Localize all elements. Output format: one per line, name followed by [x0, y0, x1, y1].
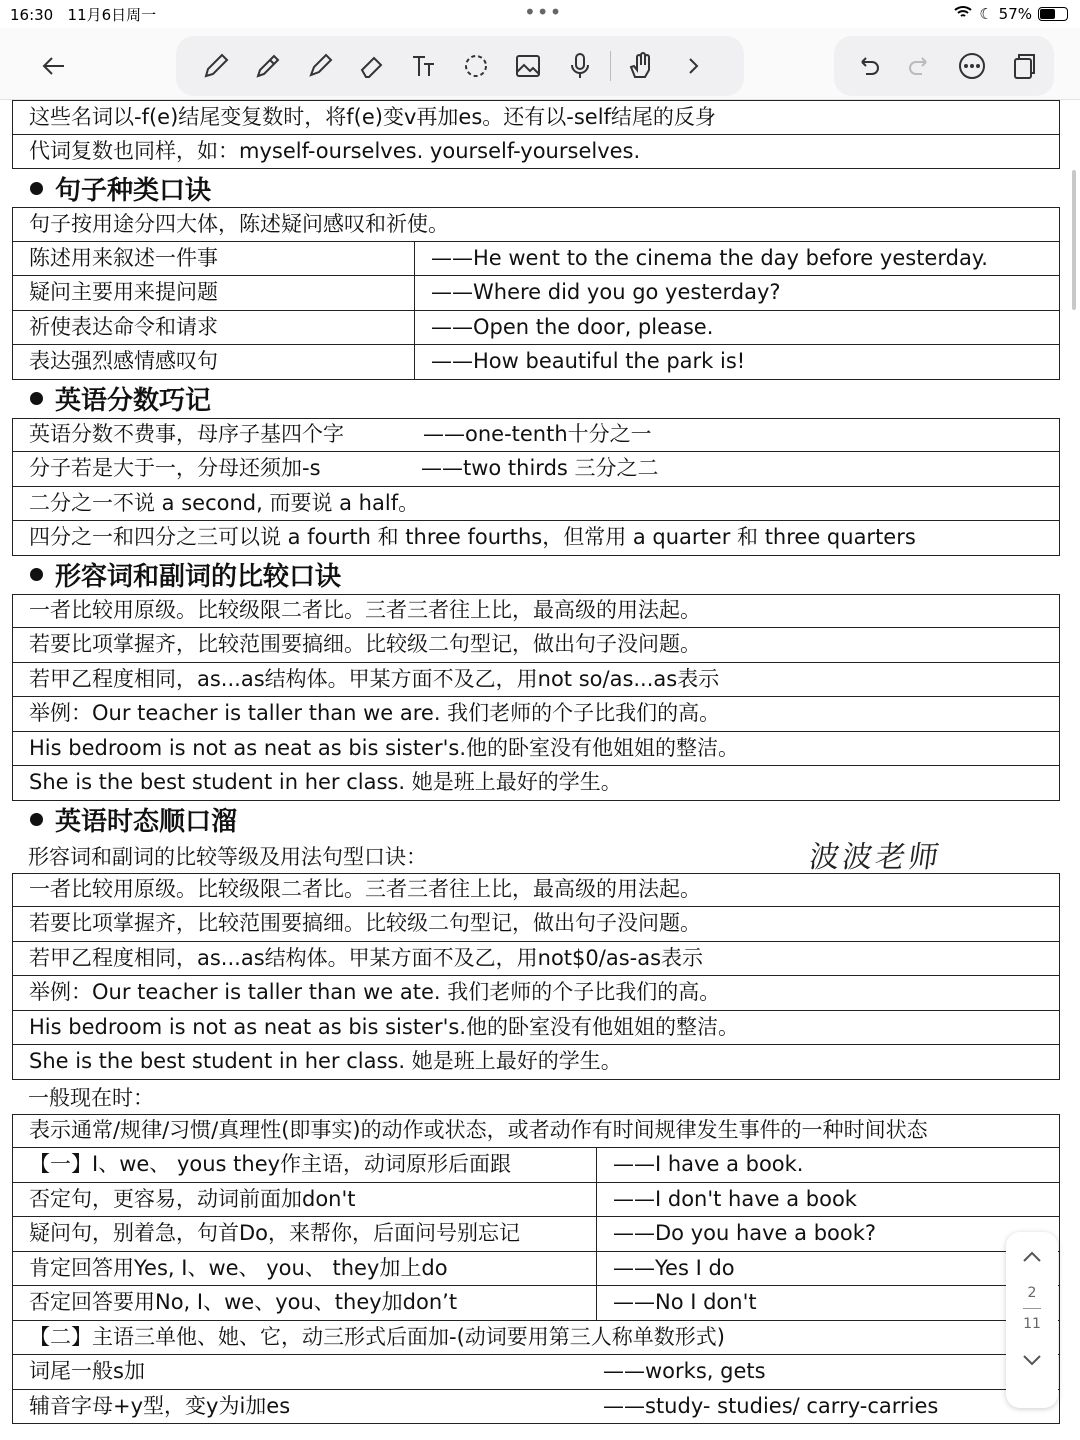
heading-text: 英语分数巧记	[55, 386, 212, 416]
table-row	[12, 1045, 1060, 1080]
table-row	[12, 766, 1060, 801]
table-row	[12, 135, 1060, 170]
tool-palette	[176, 36, 744, 96]
heading-text: 英语时态顺口溜	[55, 807, 238, 837]
status-right	[953, 4, 1068, 24]
row-text: 若要比项掌握齐，比较范围要搞细。比较级二句型记，做出句子没问题。	[29, 632, 701, 657]
subheading: 一般现在时：	[28, 1085, 154, 1110]
table-row	[12, 276, 1060, 311]
highlighter-tool[interactable]	[294, 40, 346, 92]
subheading: 形容词和副词的比较等级及用法句型口诀：	[28, 844, 427, 869]
table-row	[12, 976, 1060, 1011]
row-left: 分子若是大于一，分母还须加-s	[29, 456, 321, 481]
table-row	[12, 663, 1060, 698]
row-text: 四分之一和四分之三可以说 a fourth 和 three fourths，但常用 a quarter 和 three quarters	[29, 525, 916, 550]
pages-button[interactable]	[998, 40, 1050, 92]
table-row	[12, 1321, 1060, 1356]
table-row	[12, 487, 1060, 522]
heading-text: 句子种类口诀	[55, 175, 212, 206]
row-left: 【一】I、we、 yous they作主语，动词原形后面跟	[13, 1148, 597, 1182]
handwritten-signature: 波波老师	[807, 840, 944, 875]
battery-percent: 57%	[998, 5, 1032, 23]
current-page: 2	[1027, 1285, 1037, 1301]
row-right: ——Where did you go yesterday?	[431, 280, 781, 305]
status-bar	[0, 0, 1080, 28]
table-row	[12, 594, 1060, 629]
multitask-dots[interactable]: •••	[524, 0, 563, 24]
row-right: ——one-tenth十分之一	[423, 422, 652, 447]
microphone-icon	[564, 50, 596, 82]
row-right: ——two thirds 三分之二	[421, 456, 659, 481]
bullet-icon	[30, 813, 43, 826]
text-icon	[408, 50, 440, 82]
row-right: ——I don't have a book	[613, 1186, 857, 1211]
table-row	[12, 1390, 1060, 1425]
microphone-tool[interactable]	[554, 40, 606, 92]
row-right: ——No I don't	[613, 1290, 757, 1315]
eraser-tool[interactable]	[346, 40, 398, 92]
row-right: ——Open the door, please.	[431, 314, 714, 339]
table-row	[12, 1217, 1060, 1252]
row-text: 【二】主语三单他、她、它，动三形式后面加-(动词要用第三人称单数形式)	[29, 1324, 725, 1349]
action-group	[834, 36, 1054, 96]
row-text: 一者比较用原级。比较级限二者比。三者三者往上比，最高级的用法起。	[29, 598, 701, 623]
lasso-tool[interactable]	[450, 40, 502, 92]
table-row	[12, 242, 1060, 277]
table-row	[12, 521, 1060, 556]
row-text: 表示通常/规律/习惯/真理性(即事实)的动作或状态，或者动作有时间规律发生事件的一种时间状态	[29, 1118, 928, 1143]
pencil-tool[interactable]	[242, 40, 294, 92]
row-text: 若要比项掌握齐，比较范围要搞细。比较级二句型记，做出句子没问题。	[29, 911, 701, 936]
row-right: ——study- studies/ carry-carries	[603, 1393, 939, 1418]
image-icon	[512, 50, 544, 82]
lasso-icon	[460, 50, 492, 82]
undo-button[interactable]	[842, 40, 894, 92]
row-left: 英语分数不费事，母序子基四个字	[29, 422, 344, 447]
row-left: 祈使表达命令和请求	[13, 311, 415, 345]
chevron-up-icon	[1022, 1251, 1042, 1263]
pencil-icon	[252, 50, 284, 82]
row-right: ——works, gets	[603, 1359, 766, 1384]
row-text: His bedroom is not as neat as bis sister's.他的卧室没有他姐姐的整洁。	[29, 1014, 739, 1039]
more-tools-button[interactable]	[667, 40, 719, 92]
back-arrow-icon	[38, 50, 70, 82]
pages-icon	[1008, 50, 1040, 82]
wifi-icon	[953, 4, 973, 24]
table-row	[12, 873, 1060, 908]
table-row	[12, 1286, 1060, 1321]
section-heading	[12, 169, 1060, 207]
table-row	[12, 345, 1060, 380]
row-text: 这些名词以-f(e)结尾变复数时，将f(e)变v再加es。还有以-self结尾的反身	[29, 104, 716, 129]
redo-button[interactable]	[894, 40, 946, 92]
row-text: 代词复数也同样，如：myself-ourselves. yourself-yourselves.	[29, 138, 641, 163]
table-row	[12, 697, 1060, 732]
table-row	[12, 628, 1060, 663]
back-button[interactable]	[28, 40, 80, 92]
table-row	[12, 100, 1060, 135]
table-row	[12, 907, 1060, 942]
row-left: 表达强烈感情感叹句	[13, 345, 415, 379]
row-text: 举例：Our teacher is taller than we ate. 我们老师的个子比我们的高。	[29, 980, 721, 1005]
row-text: 一者比较用原级。比较级限二者比。三者三者往上比，最高级的用法起。	[29, 877, 701, 902]
page-navigator	[1006, 1232, 1058, 1408]
row-text: 句子按用途分四大体，陈述疑问感叹和祈使。	[29, 211, 449, 236]
row-left: 词尾一般s加	[29, 1359, 145, 1384]
chevron-right-icon	[677, 50, 709, 82]
image-tool[interactable]	[502, 40, 554, 92]
row-left: 疑问主要用来提问题	[13, 276, 415, 310]
row-right: ——Yes I do	[613, 1255, 735, 1280]
row-left: 否定句，更容易，动词前面加don't	[13, 1183, 597, 1217]
page-down-button[interactable]	[1022, 1335, 1042, 1385]
table-row	[12, 1011, 1060, 1046]
row-text: 二分之一不说 a second, 而要说 a half。	[29, 490, 420, 515]
table-row	[12, 418, 1060, 453]
table-row	[12, 452, 1060, 487]
row-left: 辅音字母+y型，变y为i加es	[29, 1393, 291, 1418]
row-text: 举例：Our teacher is taller than we are. 我们老师的个子比我们的高。	[29, 701, 721, 726]
chevron-down-icon	[1022, 1354, 1042, 1366]
moon-icon: ☾	[979, 5, 993, 23]
row-right: ——Do you have a book?	[613, 1221, 877, 1246]
table-row	[12, 1355, 1060, 1390]
battery-icon	[1038, 7, 1068, 21]
pen-tool[interactable]	[190, 40, 242, 92]
row-right: ——He went to the cinema the day before yesterday.	[431, 245, 988, 270]
row-left: 否定回答要用No, I、we、you、they加don’t	[13, 1286, 597, 1320]
heading-text: 形容词和副词的比较口诀	[55, 562, 342, 592]
pen-icon	[200, 50, 232, 82]
text-tool[interactable]	[398, 40, 450, 92]
more-button[interactable]	[946, 40, 998, 92]
hand-tool[interactable]	[615, 40, 667, 92]
row-right: ——I have a book.	[613, 1152, 804, 1177]
page-up-button[interactable]	[1022, 1232, 1042, 1282]
highlighter-icon	[304, 50, 336, 82]
redo-icon	[904, 50, 936, 82]
status-time: 16:30 11月6日周一	[10, 6, 157, 24]
row-text: She is the best student in her class. 她是班上最好的学生。	[29, 1049, 622, 1074]
row-text: 若甲乙程度相同，as...as结构体。甲某方面不及乙，用not$0/as-as表示	[29, 945, 704, 970]
eraser-icon	[356, 50, 388, 82]
row-text: 若甲乙程度相同，as...as结构体。甲某方面不及乙，用not so/as...as表示	[29, 666, 720, 691]
table-row	[12, 1114, 1060, 1149]
table-row	[12, 732, 1060, 767]
bullet-icon	[30, 568, 43, 581]
bullet-icon	[30, 182, 43, 195]
row-left: 陈述用来叙述一件事	[13, 242, 415, 276]
row-text: She is the best student in her class. 她是班上最好的学生。	[29, 770, 622, 795]
undo-icon	[852, 50, 884, 82]
section-heading	[12, 556, 1060, 594]
row-left: 疑问句，别着急，句首Do，来帮你，后面问号别忘记	[13, 1217, 597, 1251]
hand-icon	[625, 50, 657, 82]
table-row	[12, 207, 1060, 242]
row-text: His bedroom is not as neat as bis sister's.他的卧室没有他姐姐的整洁。	[29, 735, 739, 760]
table-row	[12, 311, 1060, 346]
more-icon	[956, 50, 988, 82]
toolbar	[0, 28, 1080, 100]
row-left: 肯定回答用Yes, I、we、 you、 they加上do	[13, 1252, 597, 1286]
table-row	[12, 1183, 1060, 1218]
section-heading	[12, 380, 1060, 418]
table-row	[12, 942, 1060, 977]
bullet-icon	[30, 392, 43, 405]
table-row	[12, 1252, 1060, 1287]
total-pages: 11	[1023, 1316, 1041, 1332]
scrollbar[interactable]	[1072, 170, 1076, 310]
note-page	[12, 100, 1060, 1424]
table-row	[12, 1148, 1060, 1183]
row-right: ——How beautiful the park is!	[431, 349, 746, 374]
